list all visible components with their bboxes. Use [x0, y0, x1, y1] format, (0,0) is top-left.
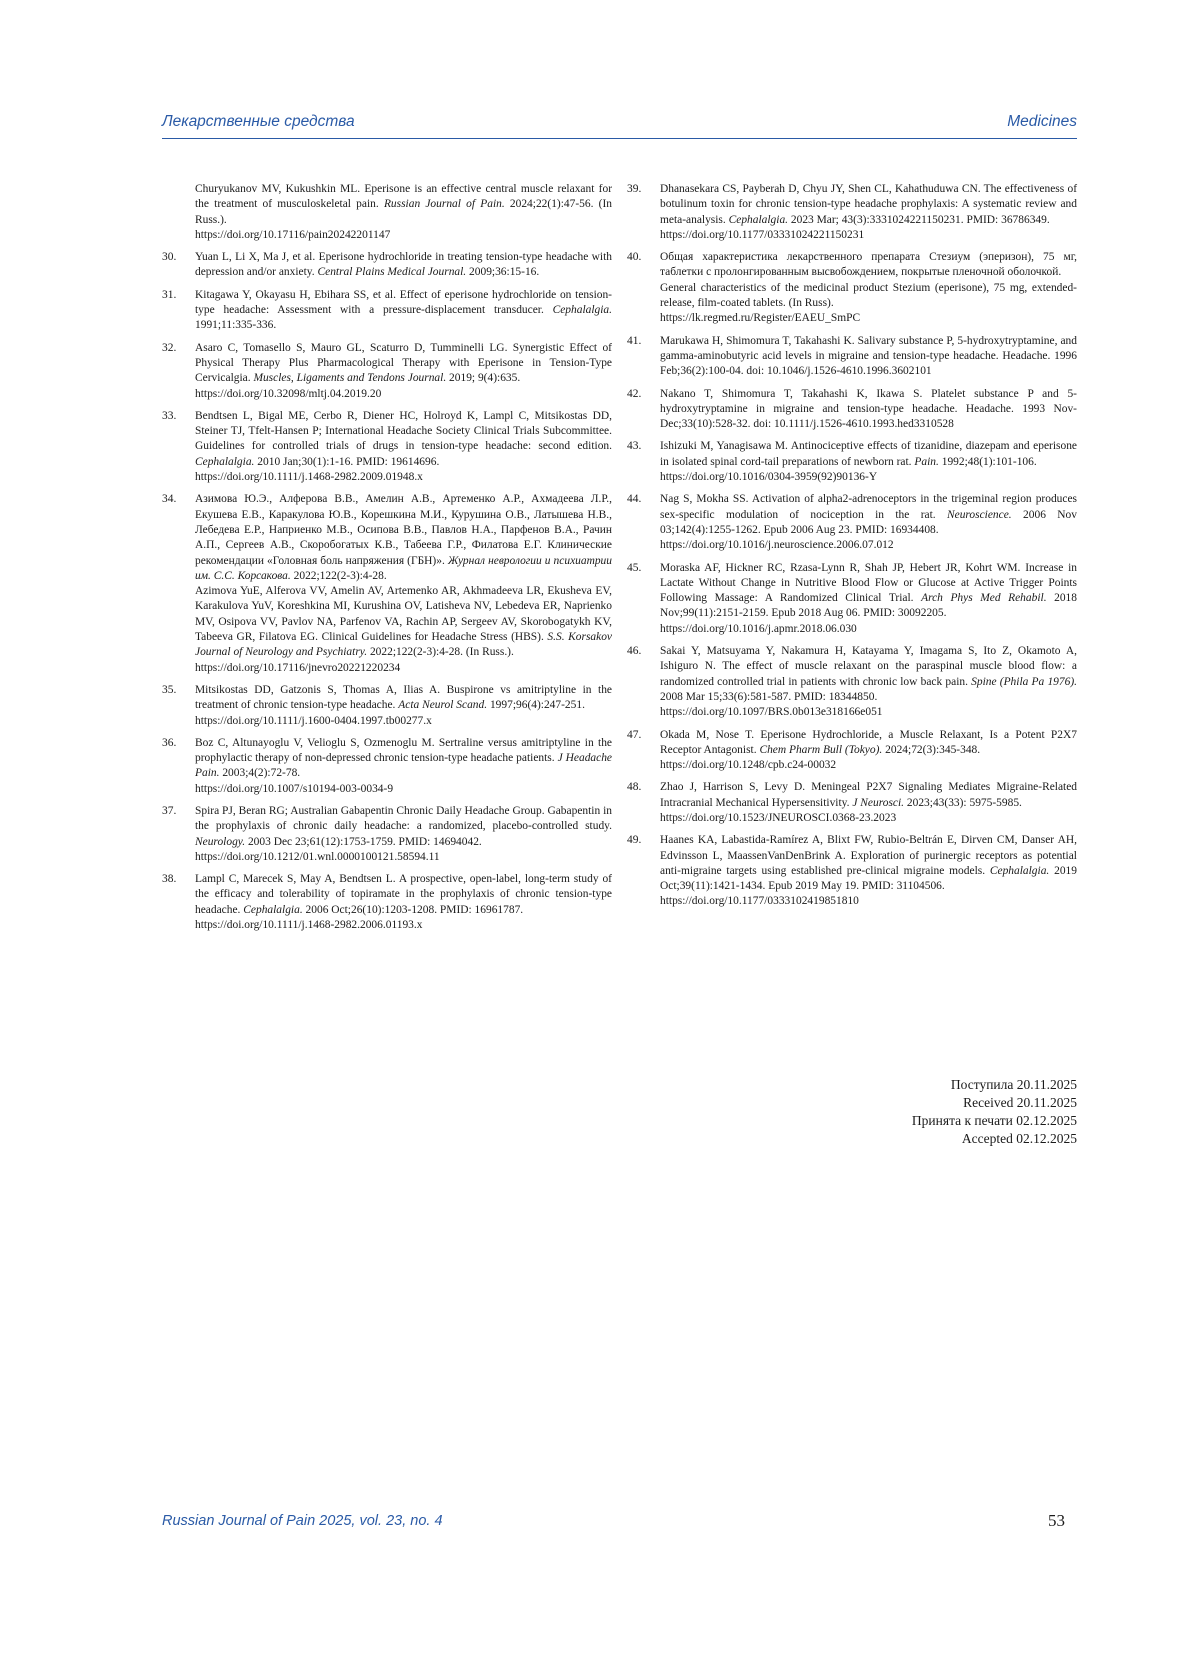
reference-item	[162, 288, 612, 334]
journal-name: Pain.	[914, 455, 939, 468]
reference-number: 45.	[627, 561, 642, 574]
reference-segment: Nakano T, Shimomura T, Takahashi K, Ikawa S. Platelet substance P and 5-hydroxytryptamine in migraine and tension-type headache. Headache. 1993 Nov-Dec;33(10):528-32. doi: 10.1111/j.1526-4610.1993.hed3310528	[660, 387, 1077, 431]
reference-text	[660, 492, 1077, 553]
reference-segment: https://doi.org/10.1177/03331024221150231	[660, 228, 865, 241]
journal-footer: Russian Journal of Pain 2025, vol. 23, no. 4	[162, 1513, 443, 1529]
reference-number: 42.	[627, 387, 642, 400]
reference-segment: Kitagawa Y, Okayasu H, Ebihara SS, et al. Effect of eperisone hydrochloride on tension-type headache: Assessment with a pressure-displacement transducer.	[195, 288, 612, 317]
reference-text	[660, 728, 1077, 774]
journal-name: Cephalalgia.	[195, 455, 255, 468]
reference-text	[660, 561, 1077, 637]
reference-text	[660, 644, 1077, 720]
reference-segment: 2024;72(3):345-348.	[882, 743, 981, 756]
reference-segment: Azimova YuE, Alferova VV, Amelin AV, Artemenko AR, Akhmadeeva LR, Ekusheva EV, Karakulova YuV, Koreshkina MI, Kurushina OV, Latisheva NV, Lebedeva ER, Naprienko MV, Osipova VV, Pavlov NA, Parfenov VA, Rachin AP, Sergeev AV, Skorobogatykh KV, Tabeeva GR, Filatova EG. Clinical Guidelines for Headache Stress (HBS).	[195, 585, 612, 644]
reference-item	[162, 736, 612, 797]
reference-number: 36.	[162, 736, 177, 749]
reference-item	[627, 644, 1077, 720]
journal-name: Neurology.	[195, 835, 246, 848]
reference-segment: Nag S, Mokha SS. Activation of alpha2-adrenoceptors in the trigeminal region produces sex-specific modulation of nociception in the rat.	[660, 493, 1077, 521]
reference-segment: General characteristics of the medicinal product Stezium (eperisone), 75 mg, extended-release, film-coated tablets. (In Russ).	[660, 281, 1077, 310]
reference-segment: 2023;43(33): 5975-5985.	[904, 796, 1022, 809]
reference-text	[195, 250, 612, 281]
reference-segment: https://doi.org/10.1016/j.neuroscience.2006.07.012	[660, 539, 894, 552]
reference-segment: Yuan L, Li X, Ma J, et al. Eperisone hydrochloride in treating tension-type headache with depression and/or anxiety.	[195, 251, 612, 279]
reference-segment: Ishizuki M, Yanagisawa M. Antinociceptive effects of tizanidine, diazepam and eperisone in isolated spinal cord-tail preparations of newborn rat.	[660, 440, 1077, 468]
reference-segment: https://doi.org/10.1248/cpb.c24-00032	[660, 759, 837, 772]
reference-item	[627, 387, 1077, 433]
journal-name: Журнал неврологии и психиатрии им. С.С. Корсакова.	[195, 554, 612, 582]
reference-number: 44.	[627, 493, 642, 506]
reference-segment: https://doi.org/10.17116/jnevro20221220234	[195, 661, 401, 674]
reference-number: 38.	[162, 873, 177, 886]
submission-dates	[912, 1076, 1077, 1148]
reference-number: 33.	[162, 409, 177, 422]
reference-segment: Азимова Ю.Э., Алферова В.В., Амелин А.В., Артеменко А.Р., Ахмадеева Л.Р., Екушева Е.В., Каракулова Ю.В., Корешкина М.И., Курушина О.В., Латышева Н.В., Лебедева Е.Р., Наприенко М.В., Осипова В.В., Павлов Н.А., Парфенов В.А., Рачин А.П., Сергеев А.В., Скоробогатых К.В., Табеева Г.Р., Филатова Е.Г. Клинические рекомендации «Головная боль напряжения (ГБН)».	[195, 493, 612, 567]
reference-number: 31.	[162, 288, 177, 301]
reference-item	[627, 728, 1077, 774]
reference-segment: https://doi.org/10.1016/0304-3959(92)90136-Y	[660, 471, 878, 484]
journal-name: Cephalalgia.	[552, 304, 612, 317]
reference-number: 47.	[627, 728, 642, 741]
reference-segment: Mitsikostas DD, Gatzonis S, Thomas A, Ilias A. Buspirone vs amitriptyline in the treatment of chronic tension-type headache.	[195, 683, 612, 712]
reference-segment: https://doi.org/10.1212/01.wnl.0000100121.58594.11	[195, 850, 440, 863]
reference-item	[627, 780, 1077, 826]
reference-segment: https://doi.org/10.1523/JNEUROSCI.0368-23.2023	[660, 811, 897, 824]
reference-segment: 2024;22(1):47-56. (In Russ.).	[195, 198, 612, 226]
reference-text	[660, 387, 1077, 433]
reference-item	[627, 334, 1077, 380]
reference-segment: Marukawa H, Shimomura T, Takahashi K. Salivary substance P, 5-hydroxytryptamine, and gamma-aminobutyric acid levels in migraine and tension-type headache. Headache. 1996 Feb;36(2):100-04. doi: 10.1046/j.1526-4610.1996.3602101	[660, 334, 1077, 378]
reference-segment: https://doi.org/10.1016/j.apmr.2018.06.030	[660, 622, 857, 635]
reference-number: 35.	[162, 683, 177, 696]
reference-segment: 1997;96(4):247-251.	[487, 699, 585, 712]
running-header	[162, 113, 1077, 137]
reference-text	[195, 182, 612, 243]
reference-text	[195, 804, 612, 865]
reference-item	[627, 492, 1077, 553]
reference-segment: 2009;36:15-16.	[466, 266, 540, 279]
reference-text	[195, 492, 612, 676]
reference-number: 34.	[162, 493, 177, 506]
reference-number: 37.	[162, 804, 177, 817]
reference-text	[195, 736, 612, 797]
journal-name: S.S. Korsakov Journal of Neurology and Psychiatry.	[195, 631, 612, 659]
reference-item	[627, 833, 1077, 909]
received-date-en: Received 20.11.2025	[963, 1095, 1077, 1110]
journal-name: Cephalalgia.	[243, 903, 303, 916]
reference-segment: 2023 Mar; 43(3):3331024221150231. PMID: 36786349.	[788, 213, 1050, 226]
journal-name: Chem Pharm Bull (Tokyo).	[759, 743, 883, 756]
journal-name: J Neurosci.	[852, 796, 905, 809]
reference-text	[660, 780, 1077, 826]
reference-segment: Общая характеристика лекарственного препарата Стезиум (эперизон), 75 мг, таблетки с пролонгированным высвобождением, покрытые пленочной оболочкой.	[660, 251, 1077, 279]
reference-segment: 2010 Jan;30(1):1-16. PMID: 19614696.	[254, 455, 440, 468]
reference-segment: 1991;11:335-336.	[195, 319, 277, 332]
reference-segment: 2003;4(2):72-78.	[219, 767, 301, 780]
page-number: 53	[1048, 1511, 1065, 1530]
journal-name: Central Plains Medical Journal.	[317, 266, 467, 279]
reference-number: 32.	[162, 341, 177, 354]
reference-number: 49.	[627, 834, 642, 847]
reference-number: 43.	[627, 440, 642, 453]
reference-item	[627, 250, 1077, 326]
reference-item	[627, 439, 1077, 485]
reference-text	[195, 409, 612, 485]
accepted-date-ru: Принята к печати 02.12.2025	[911, 1113, 1077, 1128]
reference-item	[162, 250, 612, 281]
reference-segment: 2022;122(2-3):4-28.	[290, 569, 387, 582]
reference-segment: Sakai Y, Matsuyama Y, Nakamura H, Katayama Y, Imagama S, Ito Z, Okamoto A, Ishiguro N. The effect of muscle relaxant on the paraspinal muscle blood flow: a randomized controlled trial in patients with chronic low back pain.	[660, 645, 1077, 688]
reference-segment: Zhao J, Harrison S, Levy D. Meningeal P2X7 Signaling Mediates Migraine-Related Intracranial Mechanical Hypersensitivity.	[660, 781, 1077, 809]
reference-segment: 2019 Oct;39(11):1421-1434. Epub 2019 May 19. PMID: 31104506.	[660, 864, 1077, 893]
reference-segment: 2006 Oct;26(10):1203-1208. PMID: 16961787.	[302, 903, 524, 916]
reference-item	[162, 804, 612, 865]
reference-segment: https://doi.org/10.1111/j.1468-2982.2009.01948.x	[195, 471, 423, 484]
reference-text	[660, 439, 1077, 485]
reference-segment: 2003 Dec 23;61(12):1753-1759. PMID: 14694042.	[245, 835, 482, 848]
reference-text	[195, 683, 612, 729]
reference-segment: https://doi.org/10.1007/s10194-003-0034-9	[195, 782, 394, 795]
journal-name: Cephalalgia.	[728, 213, 789, 226]
reference-segment: Asaro C, Tomasello S, Mauro GL, Scaturro D, Tumminelli LG. Synergistic Effect of Physical Therapy Plus Pharmacological Therapy with Eperisone in Tension-Type Cervicalgia.	[195, 341, 612, 385]
references-left-column	[162, 182, 612, 940]
journal-name: Muscles, Ligaments and Tendons Journal.	[253, 372, 447, 385]
reference-segment: 2022;122(2-3):4-28. (In Russ.).	[367, 646, 514, 659]
reference-text	[195, 872, 612, 933]
reference-segment: https://doi.org/10.1177/0333102419851810	[660, 895, 859, 908]
journal-name: Neuroscience.	[946, 508, 1012, 521]
section-title-en: Medicines	[1007, 113, 1077, 130]
reference-text	[660, 182, 1077, 243]
reference-segment: Dhanasekara CS, Payberah D, Chyu JY, Shen CL, Kahathuduwa CN. The effectiveness of botulinum toxin for chronic tension-type headache prophylaxis: A systematic review and meta-analysis.	[660, 183, 1077, 226]
reference-number: 48.	[627, 781, 642, 794]
header-rule	[162, 138, 1077, 139]
journal-name: Arch Phys Med Rehabil.	[921, 592, 1047, 605]
reference-segment: https://doi.org/10.1111/j.1468-2982.2006.01193.x	[195, 919, 423, 932]
reference-segment: 2019; 9(4):635.	[446, 372, 521, 385]
reference-number: 40.	[627, 251, 642, 264]
reference-segment: https://doi.org/10.1097/BRS.0b013e318166e051	[660, 706, 883, 719]
received-date-ru: Поступила 20.11.2025	[950, 1077, 1077, 1092]
references-right-column	[627, 182, 1077, 917]
reference-segment: https://doi.org/10.1111/j.1600-0404.1997.tb00277.x	[195, 714, 432, 727]
reference-segment: 1992;48(1):101-106.	[938, 455, 1037, 468]
reference-item	[627, 182, 1077, 243]
reference-text	[195, 341, 612, 402]
reference-item	[162, 872, 612, 933]
journal-name: Acta Neurol Scand.	[398, 699, 488, 712]
reference-segment: Okada M, Nose T. Eperisone Hydrochloride, a Muscle Relaxant, Is a Potent P2X7 Receptor Antagonist.	[660, 728, 1077, 756]
reference-segment: https://doi.org/10.32098/mltj.04.2019.20	[195, 387, 382, 400]
reference-item	[627, 561, 1077, 637]
reference-segment: Moraska AF, Hickner RC, Rzasa-Lynn R, Shah JP, Hebert JR, Kohrt WM. Increase in Lactate Without Change in Nutritive Blood Flow or Glucose at Active Trigger Points Following Massage: A Randomized Clinical Trial.	[660, 561, 1077, 605]
journal-name: J Headache Pain.	[195, 752, 612, 780]
journal-name: Russian Journal of Pain.	[383, 198, 505, 211]
reference-number: 30.	[162, 251, 177, 264]
reference-text	[660, 833, 1077, 909]
reference-number: 41.	[627, 334, 642, 347]
reference-segment: https://lk.regmed.ru/Register/EAEU_SmPC	[660, 312, 861, 325]
reference-text	[660, 334, 1077, 380]
reference-segment: Haanes KA, Labastida-Ramírez A, Blixt FW, Rubio-Beltrán E, Dirven CM, Danser AH, Edvinsson L, MaassenVanDenBrink A. Exploration of purinergic receptors as potential anti-migraine targets using established pre-clinical migraine models.	[660, 834, 1077, 877]
reference-segment: Spira PJ, Beran RG; Australian Gabapentin Chronic Daily Headache Group. Gabapentin in the prophylaxis of chronic daily headache: a randomized, placebo-controlled study.	[195, 804, 612, 833]
reference-text	[195, 288, 612, 334]
journal-name: Spine (Phila Pa 1976).	[971, 675, 1077, 688]
reference-segment: https://doi.org/10.17116/pain20242201147	[195, 228, 391, 241]
accepted-date-en: Accepted 02.12.2025	[961, 1131, 1077, 1146]
reference-segment: Churyukanov MV, Kukushkin ML. Eperisone is an effective central muscle relaxant for the treatment of musculoskeletal pain.	[195, 183, 612, 211]
reference-segment: 2006 Nov 03;142(4):1255-1262. Epub 2006 Aug 23. PMID: 16934408.	[660, 508, 1077, 536]
reference-segment: Boz C, Altunayoglu V, Velioglu S, Ozmenoglu M. Sertraline versus amitriptyline in the prophylactic therapy of non-depressed chronic tension-type headache patients.	[195, 736, 612, 765]
reference-number: 39.	[627, 183, 642, 195]
section-title: Лекарственные средства	[162, 113, 355, 130]
reference-item	[162, 492, 612, 676]
reference-segment: Bendtsen L, Bigal ME, Cerbo R, Diener HC, Holroyd K, Lampl C, Mitsikostas DD, Steiner TJ, Tfelt-Hansen P; International Headache Society Clinical Trials Subcommittee. Guidelines for controlled trials of drugs in tension-type headache: second edition.	[195, 409, 612, 453]
reference-segment: Lampl C, Marecek S, May A, Bendtsen L. A prospective, open-label, long-term study of the efficacy and tolerability of topiramate in the prophylaxis of chronic tension-type headache.	[195, 873, 612, 916]
reference-item	[162, 182, 612, 243]
reference-item	[162, 409, 612, 485]
reference-item	[162, 683, 612, 729]
reference-item	[162, 341, 612, 402]
reference-segment: 2008 Mar 15;33(6):581-587. PMID: 18344850.	[660, 690, 878, 703]
reference-number: 46.	[627, 645, 642, 658]
reference-segment: 2018 Nov;99(11):2151-2159. Epub 2018 Aug 06. PMID: 30092205.	[660, 592, 1077, 620]
reference-text	[660, 250, 1077, 326]
journal-name: Cephalalgia.	[989, 864, 1050, 877]
